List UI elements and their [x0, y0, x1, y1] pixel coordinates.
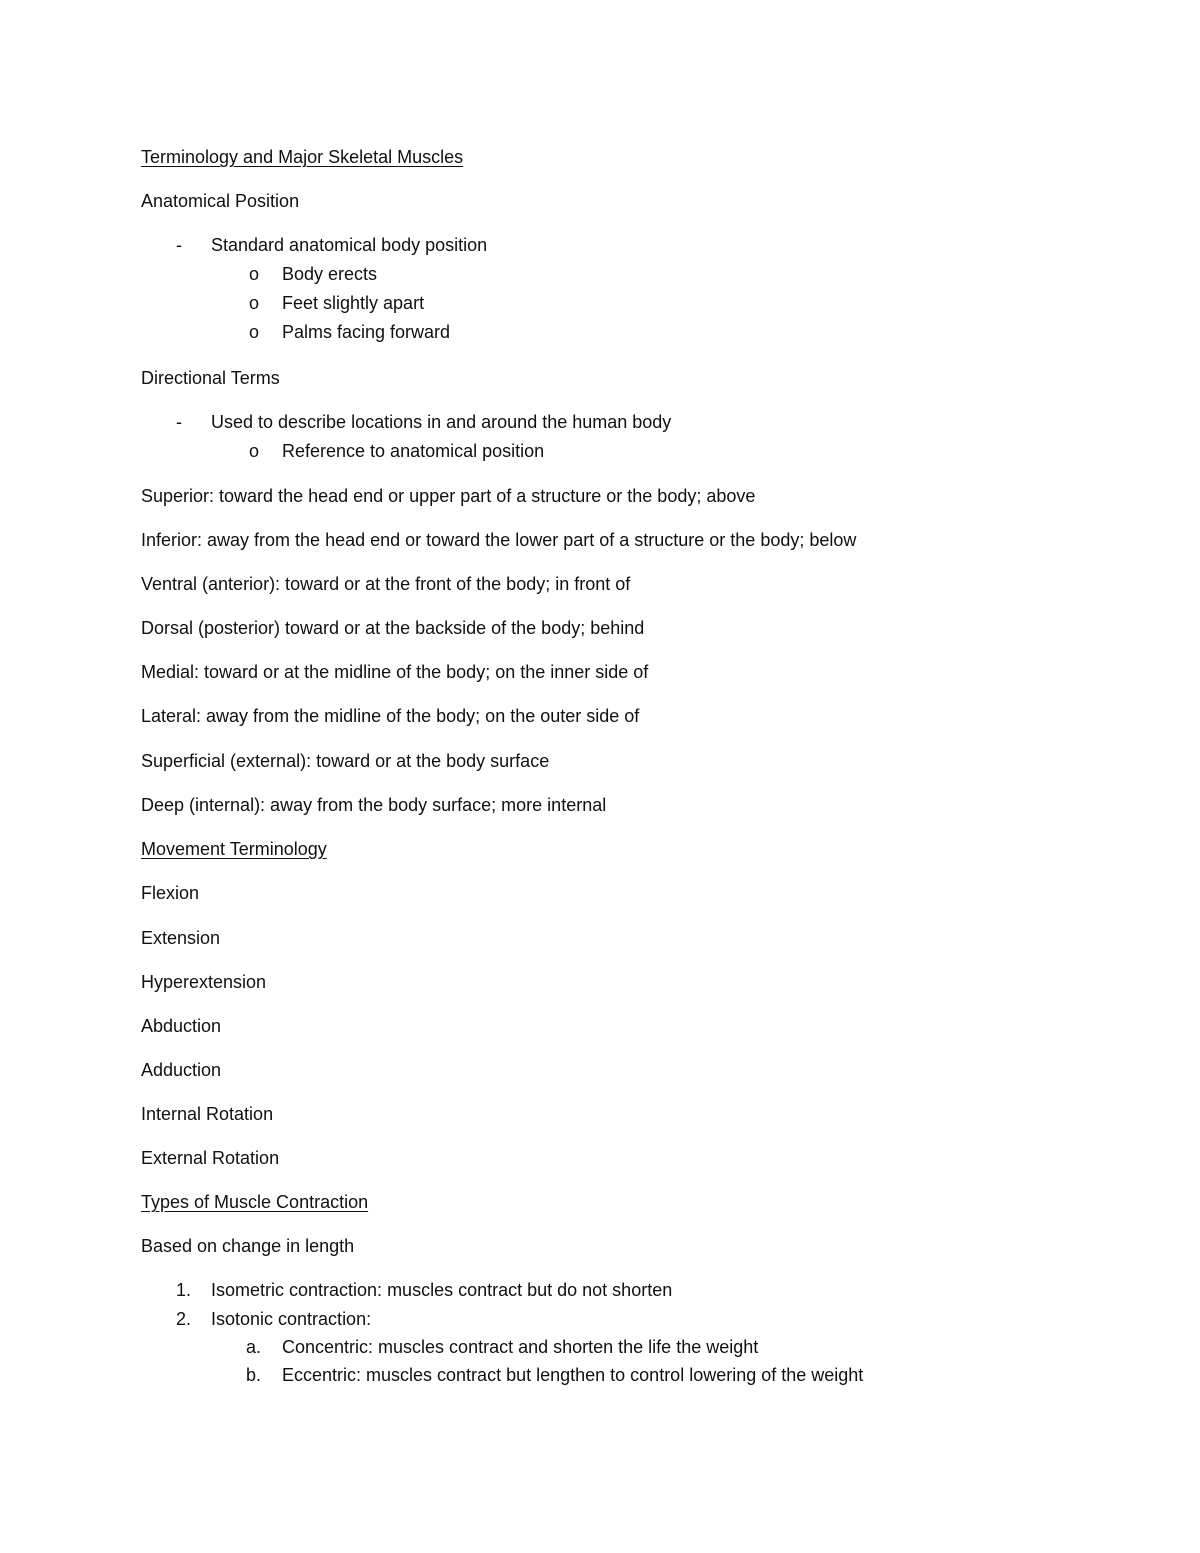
sub-list-item: Reference to anatomical position [282, 441, 545, 461]
lettered-item: Concentric: muscles contract and shorten the life the weight [282, 1337, 759, 1357]
numbered-item: Isotonic contraction: [211, 1309, 372, 1329]
dash-bullet: - [176, 235, 182, 255]
document-title: Terminology and Major Skeletal Muscles [141, 147, 464, 167]
movement-term: Internal Rotation [141, 1104, 274, 1124]
term-inferior: Inferior: away from the head end or toward the lower part of a structure or the body; below [141, 530, 857, 550]
lettered-item: Eccentric: muscles contract but lengthen to control lowering of the weight [282, 1365, 864, 1385]
sub-list-item: Palms facing forward [282, 322, 451, 342]
movement-term: Abduction [141, 1016, 222, 1036]
term-superior: Superior: toward the head end or upper part of a structure or the body; above [141, 486, 756, 506]
movement-term: External Rotation [141, 1148, 280, 1168]
contraction-intro: Based on change in length [141, 1236, 355, 1256]
term-ventral: Ventral (anterior): toward or at the front of the body; in front of [141, 574, 631, 594]
numbered-marker: 2. [176, 1309, 192, 1329]
circle-bullet: o [249, 293, 260, 313]
term-superficial: Superficial (external): toward or at the body surface [141, 751, 550, 771]
movement-term: Hyperextension [141, 972, 267, 992]
numbered-item: Isometric contraction: muscles contract but do not shorten [211, 1280, 673, 1300]
sub-list-item: Body erects [282, 264, 378, 284]
section-heading-anatomical: Anatomical Position [141, 191, 300, 211]
section-heading-directional: Directional Terms [141, 368, 280, 388]
section-heading-contraction: Types of Muscle Contraction [141, 1192, 369, 1212]
movement-term: Extension [141, 928, 221, 948]
circle-bullet: o [249, 322, 260, 342]
section-heading-movement: Movement Terminology [141, 839, 327, 859]
term-deep: Deep (internal): away from the body surface; more internal [141, 795, 607, 815]
numbered-marker: 1. [176, 1280, 192, 1300]
dash-bullet: - [176, 412, 182, 432]
term-lateral: Lateral: away from the midline of the body; on the outer side of [141, 706, 640, 726]
term-dorsal: Dorsal (posterior) toward or at the backside of the body; behind [141, 618, 645, 638]
circle-bullet: o [249, 264, 260, 284]
movement-term: Adduction [141, 1060, 222, 1080]
lettered-marker: b. [246, 1365, 262, 1385]
circle-bullet: o [249, 441, 260, 461]
movement-term: Flexion [141, 883, 200, 903]
lettered-marker: a. [246, 1337, 262, 1357]
list-item: Used to describe locations in and around the human body [211, 412, 672, 432]
list-item: Standard anatomical body position [211, 235, 488, 255]
sub-list-item: Feet slightly apart [282, 293, 425, 313]
term-medial: Medial: toward or at the midline of the body; on the inner side of [141, 662, 649, 682]
